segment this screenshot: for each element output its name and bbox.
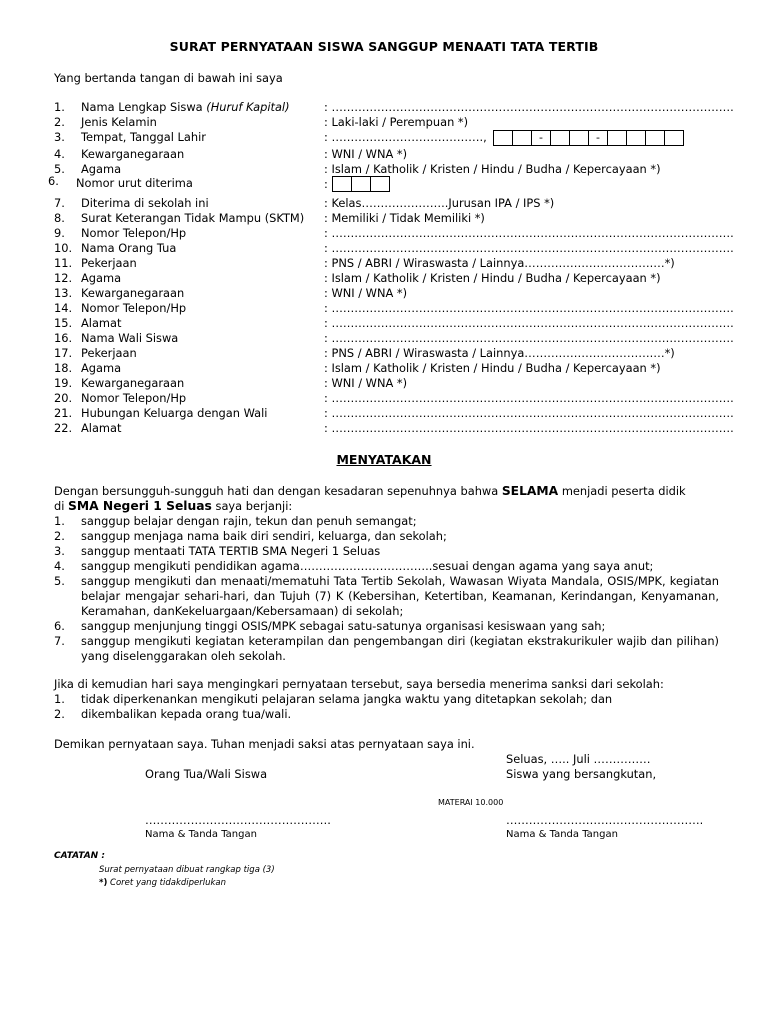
field-label: Nama Orang Tua [81,241,177,255]
field-label: Nomor Telepon/Hp [81,391,187,405]
student-signature-line: ……………………………………………. [506,813,704,827]
field-label: Nomor Telepon/Hp [81,301,187,315]
field-value[interactable]: : Kelas…………………..Jurusan IPA / IPS *) [324,196,555,210]
field-label: Jenis Kelamin [81,115,157,129]
field-value[interactable]: : ……………………………………………………………………………………………. [324,391,734,405]
promise-number: 5. [54,574,65,588]
digit-box[interactable] [370,176,390,192]
field-label: Agama [81,271,122,285]
field-label: Kewarganegaraan [81,286,185,300]
promise-text: sanggup menjunjung tinggi OSIS/MPK sebagai satu-satunya organisasi kesiswaan yang sah; [81,619,606,633]
field-number: 2. [54,115,65,129]
field-number: 11. [54,256,73,270]
place-date: Seluas, ….. Juli …………… [506,752,651,766]
date-box[interactable] [550,130,570,146]
field-value[interactable]: : PNS / ABRI / Wiraswasta / Lainnya…………………………….…*) [324,346,675,360]
note-1: Surat pernyataan dibuat rangkap tiga (3) [99,865,275,875]
field-value[interactable]: : ……………………………………………………………………………………………. [324,226,734,240]
closing-text: Demikan pernyataan saya. Tuhan menjadi saksi atas pernyataan saya ini. [54,737,475,751]
field-number: 10. [54,241,73,255]
field-label: Nomor urut diterima [76,176,193,190]
field-number: 15. [54,316,73,330]
date-separator: - [531,130,551,146]
form-field-row [54,316,734,331]
registration-number-boxes[interactable] [333,176,390,192]
digit-box[interactable] [351,176,371,192]
form-field-row [54,286,714,301]
parent-signature-caption: Nama & Tanda Tangan [145,829,257,840]
date-separator: - [588,130,608,146]
field-label: Alamat [81,316,122,330]
form-field-row [54,256,714,271]
intro-text: Yang bertanda tangan di bawah ini saya [54,71,283,85]
document-title: SURAT PERNYATAAN SISWA SANGGUP MENAATI TATA TERTIB [169,39,599,54]
field-value[interactable]: : Islam / Katholik / Kristen / Hindu / Budha / Kepercayaan *) [324,162,661,176]
field-number: 6. [48,174,59,188]
student-signature-caption: Nama & Tanda Tangan [506,829,618,840]
form-field-row [54,301,734,316]
field-value[interactable]: : WNI / WNA *) [324,147,408,161]
date-box[interactable] [493,130,513,146]
promise-text: sanggup mengikuti kegiatan keterampilan dan pengembangan diri (kegiatan ekstrakurikuler wajib dan pilihan) yang diselenggarakan oleh sekolah. [81,634,719,663]
form-field-row [54,406,734,421]
field-value[interactable]: : ……………………………………………………………………………………………. [324,241,734,255]
stamp-duty-label: MATERAI 10.000 [438,798,504,807]
statement-paragraph-line2: di SMA Negeri 1 Seluas saya berjanji: [54,499,293,513]
form-field-row [54,361,714,376]
form-field-row [54,100,734,115]
form-field-row [54,241,734,256]
digit-box[interactable] [332,176,352,192]
student-signature-label: Siswa yang bersangkutan, [506,767,657,781]
field-label: Tempat, Tanggal Lahir [81,130,206,144]
field-number: 17. [54,346,73,360]
promise-number: 6. [54,619,65,633]
form-field-row [54,271,714,286]
field-number: 5. [54,162,65,176]
promise-number: 3. [54,544,65,558]
field-number: 1. [54,100,65,114]
field-value[interactable]: : WNI / WNA *) [324,376,408,390]
form-field-row [54,196,714,211]
form-field-row [54,391,734,406]
date-box[interactable] [626,130,646,146]
promise-number: 7. [54,634,65,648]
date-box[interactable] [607,130,627,146]
field-label: Surat Keterangan Tidak Mampu (SKTM) [81,211,305,225]
field-number: 8. [54,211,65,225]
field-number: 22. [54,421,73,435]
field-label: Kewarganegaraan [81,147,185,161]
notes-title: CATATAN : [54,851,105,861]
field-label: Agama [81,361,122,375]
field-value[interactable]: : [324,177,328,191]
field-label: Nomor Telepon/Hp [81,226,187,240]
form-field-row [54,376,714,391]
field-value[interactable]: : Memiliki / Tidak Memiliki *) [324,211,485,225]
field-label: Diterima di sekolah ini [81,196,209,210]
field-value[interactable]: : ……………………………………………………………………………………………. [324,100,734,114]
field-value[interactable]: : Islam / Katholik / Kristen / Hindu / Budha / Kepercayaan *) [324,271,661,285]
form-field-row [54,421,734,436]
promise-text: sanggup menjaga nama baik diri sendiri, keluarga, dan sekolah; [81,529,447,543]
form-field-row [54,346,714,361]
field-value[interactable]: : Islam / Katholik / Kristen / Hindu / Budha / Kepercayaan *) [324,361,661,375]
form-field-row [54,115,714,130]
parent-signature-line: …………………………………………. [145,813,331,827]
field-number: 4. [54,147,65,161]
field-number: 19. [54,376,73,390]
form-field-row [54,211,714,226]
parent-signature-label: Orang Tua/Wali Siswa [145,767,268,781]
field-label: Pekerjaan [81,346,137,360]
field-number: 9. [54,226,65,240]
field-number: 21. [54,406,73,420]
field-number: 3. [54,130,65,144]
field-number: 12. [54,271,73,285]
sanction-number: 2. [54,707,65,721]
date-box[interactable] [569,130,589,146]
promise-number: 1. [54,514,65,528]
field-value[interactable]: : ……………………………………………………………………………………………. [324,316,734,330]
field-value[interactable]: : …………………………………., [324,130,487,144]
field-label: Pekerjaan [81,256,137,270]
date-box[interactable] [664,130,684,146]
promise-number: 4. [54,559,65,573]
field-number: 18. [54,361,73,375]
sanction-number: 1. [54,692,65,706]
date-box[interactable] [512,130,532,146]
field-label: Agama [81,162,122,176]
form-field-row [54,147,714,162]
field-value[interactable]: : Laki-laki / Perempuan *) [324,115,469,129]
form-field-row [54,162,714,177]
sanction-intro: Jika di kemudian hari saya mengingkari pernyataan tersebut, saya bersedia menerima sanksi dari sekolah: [54,677,664,691]
birthdate-boxes[interactable] [494,130,684,146]
field-value[interactable]: : ……………………………………………………………………………………………. [324,331,734,345]
statement-paragraph-line1: Dengan bersungguh-sungguh hati dan dengan kesadaran sepenuhnya bahwa SELAMA menjadi peserta didik [54,484,686,498]
field-label: Nama Wali Siswa [81,331,179,345]
date-box[interactable] [645,130,665,146]
promise-text: sanggup mentaati TATA TERTIB SMA Negeri 1 Seluas [81,544,381,558]
note-2: *) Coret yang tidakdiperlukan [99,878,227,888]
field-label: Alamat [81,421,122,435]
field-label: Hubungan Keluarga dengan Wali [81,406,268,420]
field-number: 20. [54,391,73,405]
promise-text: sanggup mengikuti dan menaati/mematuhi Tata Tertib Sekolah, Wawasan Wiyata Mandala, OSIS/MPK, kegiatan belajar mengajar sehari-hari, dan Tujuh (7) K (Kebersihan, Ketertiban, Keamanan, Kerindangan, Kenyamanan, Keramahan, danKekeluargaan/Kebersamaan) di sekolah; [81,574,719,618]
field-label: Nama Lengkap Siswa (Huruf Kapital) [81,100,290,114]
field-number: 14. [54,301,73,315]
sanction-text: dikembalikan kepada orang tua/wali. [81,707,292,721]
form-field-row [54,226,734,241]
field-label: Kewarganegaraan [81,376,185,390]
sanction-text: tidak diperkenankan mengikuti pelajaran selama jangka waktu yang ditetapkan sekolah; dan [81,692,613,706]
field-value[interactable]: : WNI / WNA *) [324,286,408,300]
promise-text: sanggup mengikuti pendidikan agama……………………………..sesuai dengan agama yang saya anut; [81,559,654,573]
field-value[interactable]: : PNS / ABRI / Wiraswasta / Lainnya…………………………….…*) [324,256,675,270]
form-field-row [54,331,734,346]
promise-number: 2. [54,529,65,543]
field-number: 7. [54,196,65,210]
field-value[interactable]: : ……………………………………………………………………………………………. [324,406,734,420]
field-number: 16. [54,331,73,345]
field-value[interactable]: : ……………………………………………………………………………………………. [324,421,734,435]
field-value[interactable]: : ……………………………………………………………………………………………. [324,301,734,315]
promise-text: sanggup belajar dengan rajin, tekun dan penuh semangat; [81,514,417,528]
statement-heading: MENYATAKAN [336,452,432,467]
field-number: 13. [54,286,73,300]
